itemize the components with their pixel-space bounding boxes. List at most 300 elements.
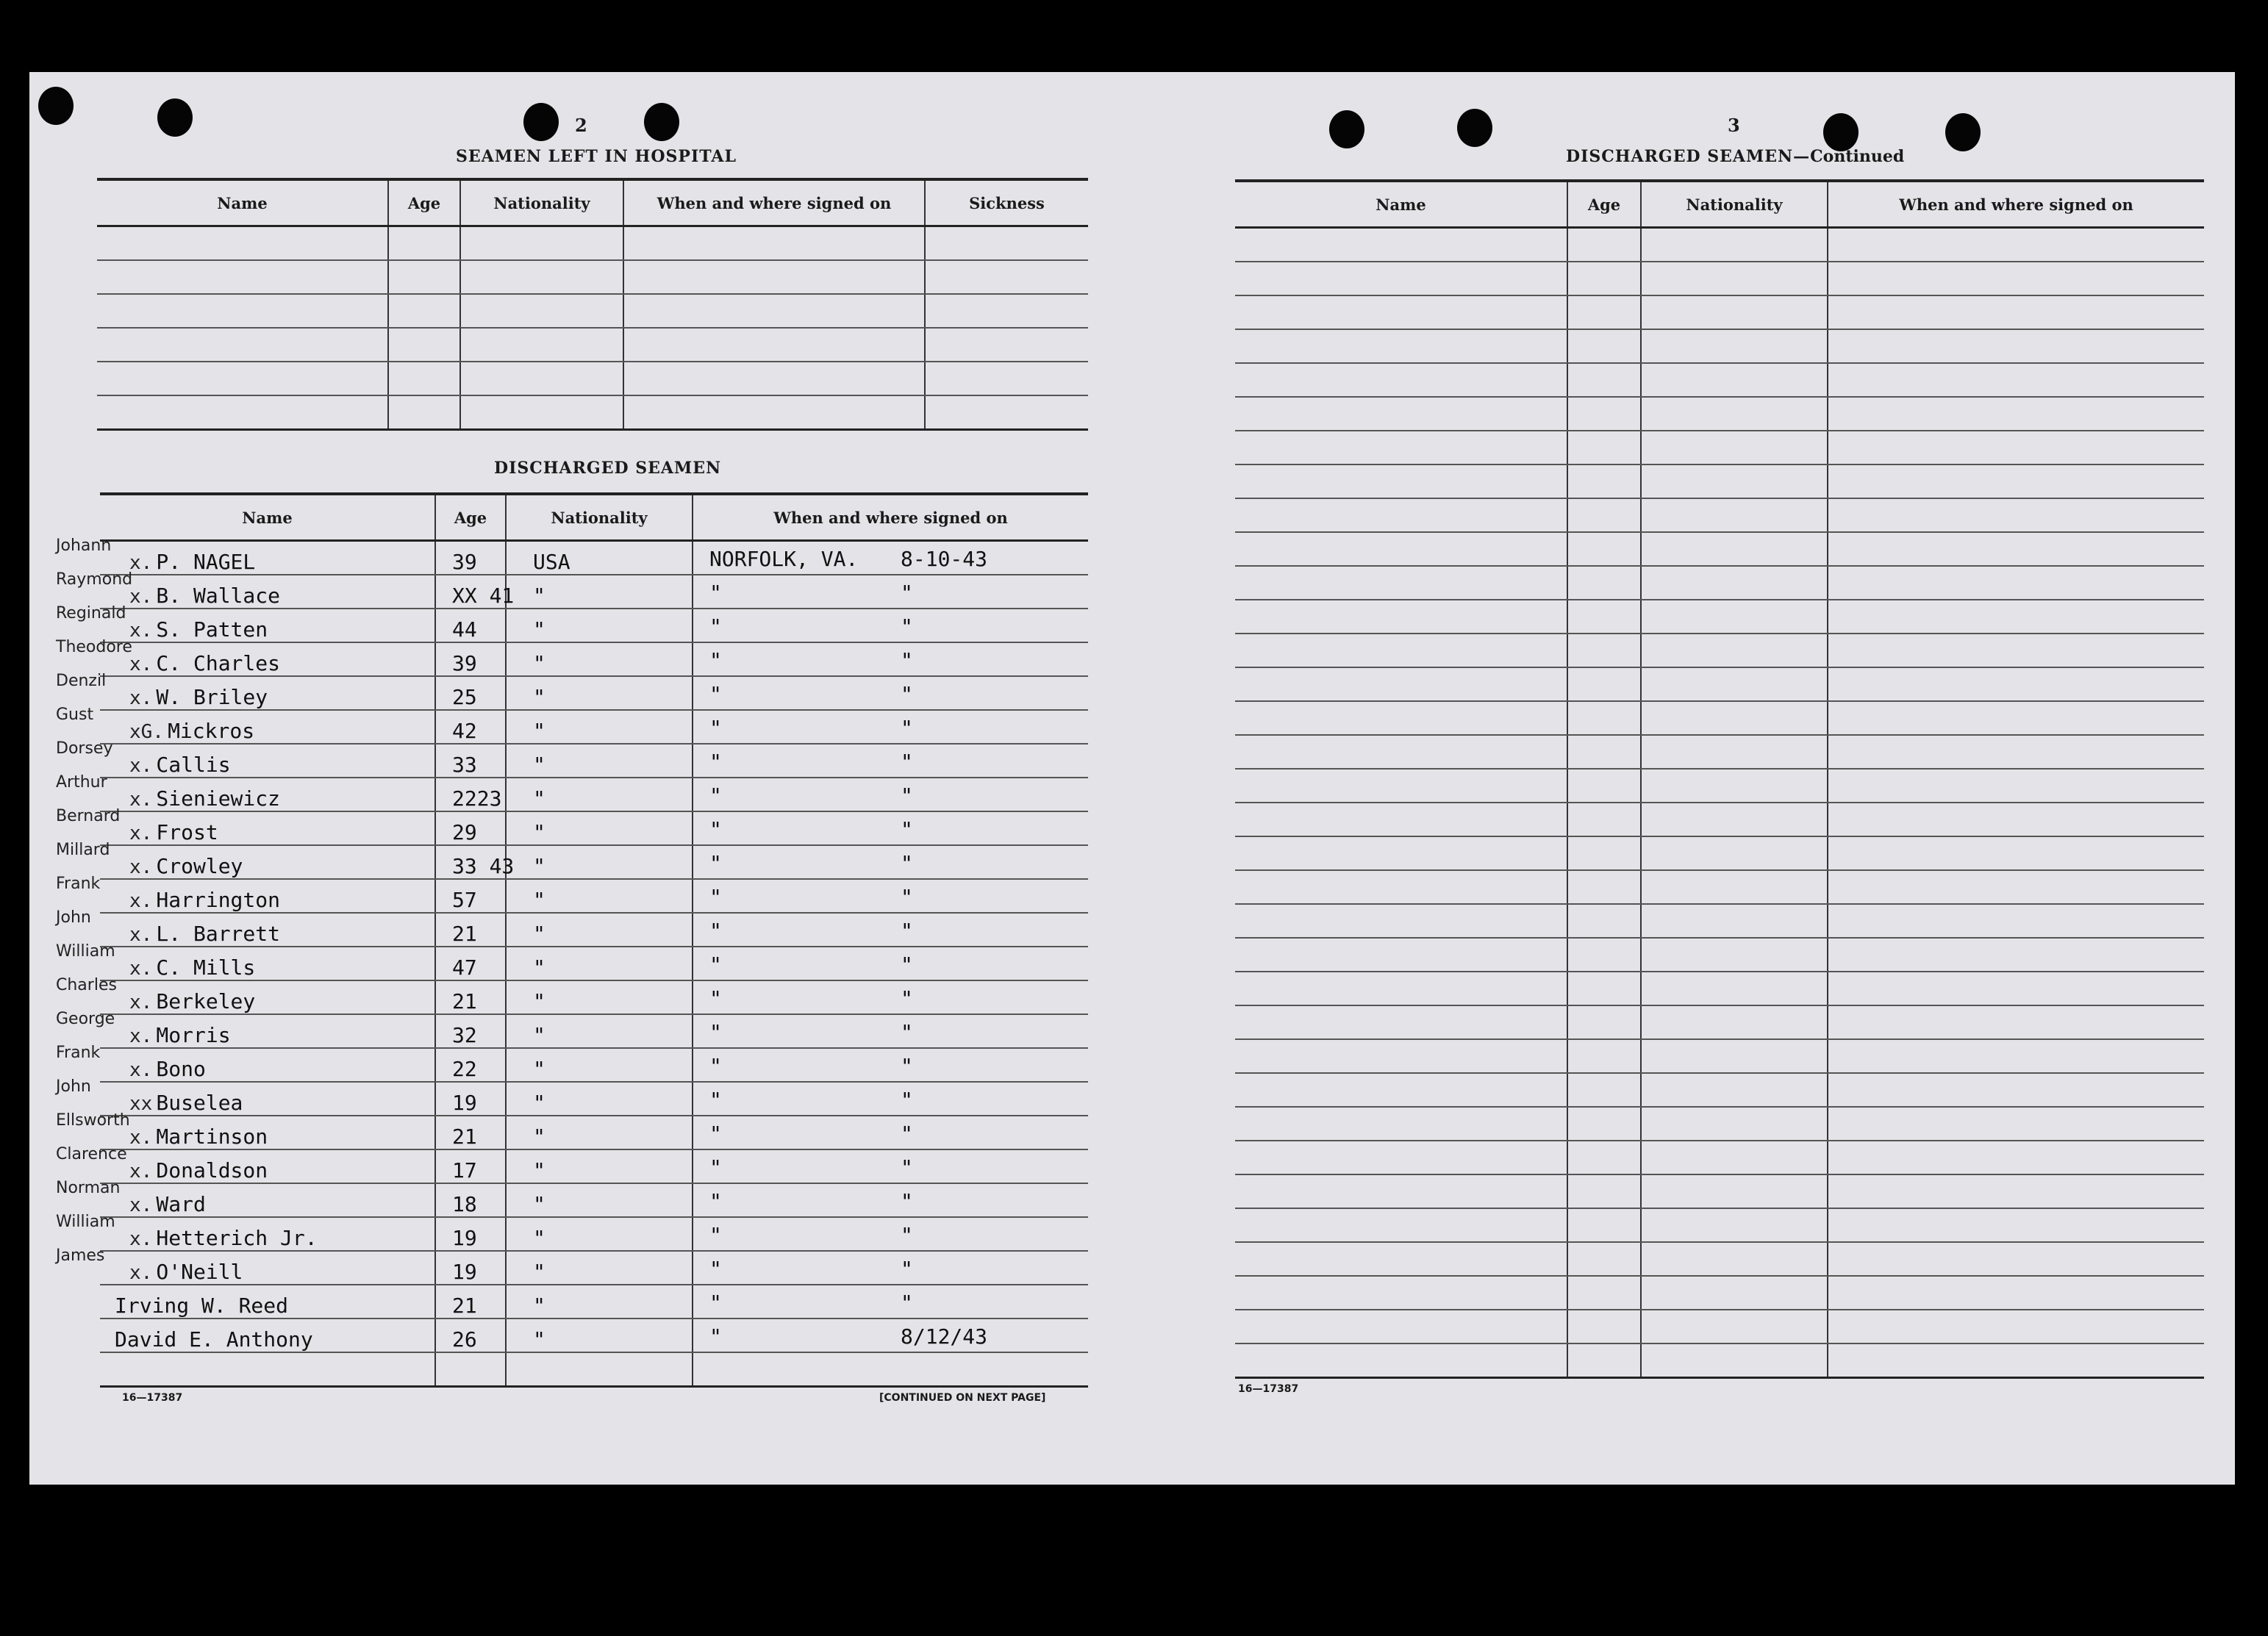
- signed-on-date: ": [901, 817, 913, 842]
- blank-cell: [1567, 464, 1641, 498]
- form-number: 16—17387: [1238, 1383, 1299, 1395]
- blank-cell: [1567, 634, 1641, 667]
- blank-cell: [1828, 634, 2204, 667]
- seaman-age-cell: [435, 642, 506, 676]
- seaman-age: 19: [452, 1226, 477, 1250]
- blank-cell: [388, 260, 460, 294]
- seaman-age-cell: [435, 1285, 506, 1319]
- struck-initial: xG.: [129, 721, 164, 743]
- seaman-age: 33 43: [452, 854, 515, 878]
- seaman-nationality-cell: [506, 710, 693, 744]
- blank-row: [100, 1352, 1088, 1387]
- table-row: [100, 710, 1088, 744]
- signed-on-cell: [693, 1251, 1088, 1285]
- signed-on-cell: [693, 541, 1088, 575]
- seaman-age: 21: [452, 1124, 477, 1149]
- signed-on-date: ": [901, 783, 913, 808]
- column-header-age: Age: [388, 179, 460, 226]
- signed-on-date: ": [901, 581, 913, 605]
- seaman-nationality-cell: [506, 913, 693, 947]
- signed-on-cell: [693, 1014, 1088, 1048]
- seaman-name-cell: [100, 1285, 435, 1319]
- struck-initial: x.: [129, 755, 153, 777]
- signed-on-date: 8/12/43: [901, 1324, 988, 1349]
- blank-cell: [1828, 1343, 2204, 1378]
- seaman-age-cell: [435, 676, 506, 710]
- handwritten-first-name: Dorsey: [56, 739, 113, 758]
- table-row: [100, 811, 1088, 845]
- seaman-name-cell: [56, 672, 435, 710]
- signed-on-cell: [693, 1082, 1088, 1116]
- blank-cell: [1235, 363, 1567, 397]
- blank-row: [1235, 1039, 2204, 1073]
- blank-cell: [460, 395, 623, 430]
- signed-on-place: ": [709, 1155, 722, 1180]
- seaman-age-cell: [435, 1149, 506, 1183]
- signed-on-place: ": [709, 581, 722, 605]
- blank-cell: [1641, 667, 1828, 701]
- blank-cell: [460, 328, 623, 362]
- seaman-nationality-cell: [506, 1082, 693, 1116]
- signed-on-place: ": [709, 682, 722, 706]
- blank-cell: [623, 362, 925, 395]
- signed-on-cell: [693, 913, 1088, 947]
- seaman-name-cell: [56, 1213, 435, 1251]
- seaman-nationality: ": [533, 617, 545, 642]
- seaman-age-cell: [435, 1319, 506, 1352]
- blank-cell: [1828, 938, 2204, 972]
- seaman-nationality-cell: [506, 1048, 693, 1082]
- signed-on-place: ": [709, 1122, 722, 1146]
- seaman-nationality: ": [533, 888, 545, 912]
- seaman-name-cell: [56, 1111, 435, 1149]
- blank-cell: [1641, 498, 1828, 532]
- blank-cell: [1567, 1039, 1641, 1073]
- seaman-nationality-cell: [506, 879, 693, 913]
- seaman-age: 32: [452, 1023, 477, 1047]
- signed-on-place: NORFOLK, VA.: [709, 547, 859, 571]
- blank-cell: [1567, 904, 1641, 938]
- blank-cell: [1641, 769, 1828, 803]
- blank-row: [1235, 295, 2204, 329]
- blank-row: [1235, 1073, 2204, 1107]
- seaman-age: 39: [452, 651, 477, 675]
- seaman-nationality-cell: [506, 642, 693, 676]
- blank-cell: [1235, 329, 1567, 363]
- seaman-name-cell: [56, 638, 435, 676]
- blank-cell: [1235, 228, 1567, 262]
- blank-cell: [1235, 600, 1567, 634]
- signed-on-date: ": [901, 1257, 913, 1281]
- blank-cell: [1567, 701, 1641, 735]
- blank-cell: [388, 294, 460, 328]
- title-main: DISCHARGED SEAMEN—: [1566, 147, 1811, 166]
- blank-row: [1235, 701, 2204, 735]
- seaman-age-cell: [435, 778, 506, 811]
- blank-cell: [1641, 532, 1828, 566]
- seaman-name-cell: [56, 537, 435, 575]
- blank-cell: [1567, 1310, 1641, 1343]
- blank-cell: [1828, 1208, 2204, 1242]
- column-header-name: Name: [1235, 181, 1567, 228]
- seaman-age-cell: [435, 1048, 506, 1082]
- handwritten-first-name: George: [56, 1010, 115, 1028]
- signed-on-date: ": [901, 1223, 913, 1247]
- handwritten-first-name: Frank: [56, 1044, 101, 1062]
- blank-cell: [1235, 1107, 1567, 1141]
- seaman-nationality-cell: [506, 1183, 693, 1217]
- blank-cell: [1641, 431, 1828, 464]
- seaman-age: 44: [452, 617, 477, 642]
- table-row: [100, 1116, 1088, 1149]
- blank-cell: [1828, 870, 2204, 904]
- blank-cell: [1567, 938, 1641, 972]
- table-row: [100, 1217, 1088, 1251]
- blank-cell: [1828, 397, 2204, 431]
- table-row: [100, 980, 1088, 1014]
- seaman-surname: Sieniewicz: [156, 786, 280, 811]
- seaman-age: 47: [452, 955, 477, 980]
- handwritten-first-name: Ellsworth: [56, 1111, 130, 1130]
- blank-cell: [1567, 1174, 1641, 1208]
- page-title: [1566, 147, 1904, 166]
- blank-cell: [388, 328, 460, 362]
- seaman-nationality: ": [533, 854, 545, 878]
- seaman-nationality: ": [533, 685, 545, 709]
- blank-cell: [623, 260, 925, 294]
- hospital-table: [97, 178, 1088, 431]
- blank-cell: [1567, 600, 1641, 634]
- struck-initial: x.: [129, 687, 153, 709]
- seaman-name-cell: [56, 942, 435, 980]
- blank-cell: [925, 294, 1088, 328]
- seaman-age: 25: [452, 685, 477, 709]
- blank-cell: [1828, 1276, 2204, 1310]
- signed-on-date: ": [901, 1155, 913, 1180]
- handwritten-first-name: Norman: [56, 1179, 121, 1197]
- seaman-nationality: ": [533, 1192, 545, 1216]
- signed-on-date: ": [901, 716, 913, 740]
- seaman-nationality-cell: [506, 1014, 693, 1048]
- struck-initial: x.: [129, 620, 153, 642]
- signed-on-date: ": [901, 682, 913, 706]
- blank-cell: [1828, 498, 2204, 532]
- seaman-surname: Harrington: [156, 888, 280, 912]
- blank-cell: [388, 395, 460, 430]
- blank-cell: [1567, 262, 1641, 295]
- seaman-surname: C. Mills: [156, 955, 256, 980]
- blank-row: [97, 328, 1088, 362]
- blank-cell: [460, 226, 623, 261]
- seaman-name-cell: [56, 1044, 435, 1082]
- handwritten-first-name: John: [56, 908, 91, 927]
- seaman-age-cell: [435, 811, 506, 845]
- blank-row: [1235, 1276, 2204, 1310]
- blank-cell: [1235, 1039, 1567, 1073]
- blank-cell: [1235, 1208, 1567, 1242]
- blank-cell: [1641, 600, 1828, 634]
- seaman-name-cell: [56, 773, 435, 811]
- blank-cell: [1641, 972, 1828, 1005]
- handwritten-first-name: James: [56, 1246, 105, 1265]
- signed-on-place: ": [709, 1257, 722, 1281]
- blank-row: [1235, 803, 2204, 836]
- signed-on-place: ": [709, 716, 722, 740]
- handwritten-first-name: Johann: [56, 537, 112, 555]
- seaman-surname: Bono: [156, 1057, 206, 1081]
- blank-row: [1235, 1310, 2204, 1343]
- blank-cell: [1828, 701, 2204, 735]
- struck-initial: x.: [129, 1127, 153, 1149]
- signed-on-cell: [693, 575, 1088, 609]
- seaman-age: 57: [452, 888, 477, 912]
- seaman-nationality: ": [533, 1226, 545, 1250]
- blank-cell: [1235, 1073, 1567, 1107]
- seaman-name-cell: [56, 1010, 435, 1048]
- blank-cell: [97, 294, 388, 328]
- blank-cell: [1828, 566, 2204, 600]
- blank-cell: [97, 226, 388, 261]
- blank-cell: [1567, 1343, 1641, 1378]
- blank-cell: [1235, 262, 1567, 295]
- handwritten-first-name: Millard: [56, 841, 110, 859]
- blank-cell: [1567, 329, 1641, 363]
- struck-initial: x.: [129, 1228, 153, 1250]
- seaman-nationality: ": [533, 753, 545, 777]
- blank-cell: [1641, 634, 1828, 667]
- continued-table-body: [1235, 228, 2204, 1378]
- signed-on-date: ": [901, 952, 913, 977]
- signed-on-place: ": [709, 1054, 722, 1078]
- blank-cell: [1235, 498, 1567, 532]
- seaman-surname: Morris: [156, 1023, 231, 1047]
- seaman-nationality: ": [533, 786, 545, 811]
- blank-cell: [1641, 1310, 1828, 1343]
- blank-cell: [1828, 667, 2204, 701]
- handwritten-first-name: Charles: [56, 976, 117, 994]
- blank-row: [1235, 228, 2204, 262]
- blank-cell: [1567, 1141, 1641, 1174]
- signed-on-date: ": [901, 1020, 913, 1044]
- seaman-name-cell: [56, 1077, 435, 1116]
- seaman-age: 22: [452, 1057, 477, 1081]
- blank-cell: [1567, 1005, 1641, 1039]
- blank-cell: [623, 328, 925, 362]
- signed-on-cell: [693, 879, 1088, 913]
- seaman-name-cell: [56, 908, 435, 947]
- blank-cell: [1235, 532, 1567, 566]
- handwritten-first-name: Denzil: [56, 672, 107, 690]
- column-header-nationality: Nationality: [1641, 181, 1828, 228]
- signed-on-place: ": [709, 750, 722, 774]
- blank-cell: [1641, 1107, 1828, 1141]
- blank-cell: [1641, 228, 1828, 262]
- struck-initial: x.: [129, 552, 153, 574]
- blank-row: [1235, 1174, 2204, 1208]
- signed-on-date: ": [901, 1291, 913, 1315]
- blank-cell: [460, 362, 623, 395]
- seaman-age: 18: [452, 1192, 477, 1216]
- signed-on-cell: [693, 811, 1088, 845]
- seaman-nationality: ": [533, 1294, 545, 1318]
- signed-on-cell: [693, 1217, 1088, 1251]
- blank-cell: [1567, 667, 1641, 701]
- signed-on-date: ": [901, 885, 913, 909]
- blank-cell: [1567, 295, 1641, 329]
- blank-cell: [1567, 972, 1641, 1005]
- signed-on-cell: [693, 676, 1088, 710]
- struck-initial: x.: [129, 1194, 153, 1216]
- signed-on-place: ": [709, 614, 722, 639]
- blank-cell: [623, 294, 925, 328]
- seaman-age: 2223: [452, 786, 502, 811]
- blank-cell: [97, 328, 388, 362]
- signed-on-place: ": [709, 885, 722, 909]
- blank-cell: [1235, 1141, 1567, 1174]
- seaman-name-cell: [56, 604, 435, 642]
- table-row: [100, 1183, 1088, 1217]
- blank-row: [1235, 532, 2204, 566]
- table-row: [100, 845, 1088, 879]
- signed-on-place: ": [709, 952, 722, 977]
- blank-cell: [693, 1352, 1088, 1387]
- seaman-surname: O'Neill: [156, 1260, 243, 1284]
- blank-cell: [1235, 1174, 1567, 1208]
- struck-initial: x.: [129, 1059, 153, 1081]
- seaman-age-cell: [435, 1116, 506, 1149]
- blank-cell: [435, 1352, 506, 1387]
- signed-on-place: ": [709, 648, 722, 672]
- blank-cell: [1235, 295, 1567, 329]
- document-sheet: [29, 72, 2235, 1485]
- blank-cell: [1641, 1073, 1828, 1107]
- blank-row: [1235, 1005, 2204, 1039]
- seaman-age: XX 41: [452, 584, 515, 608]
- signed-on-cell: [693, 744, 1088, 778]
- signed-on-cell: [693, 1116, 1088, 1149]
- seaman-age: 33: [452, 753, 477, 777]
- struck-initial: x.: [129, 958, 153, 980]
- seaman-surname: L. Barrett: [156, 922, 280, 946]
- blank-row: [97, 294, 1088, 328]
- table-row: [100, 913, 1088, 947]
- signed-on-cell: [693, 845, 1088, 879]
- blank-cell: [1235, 836, 1567, 870]
- struck-initial: xx: [129, 1093, 153, 1115]
- seaman-nationality-cell: [506, 676, 693, 710]
- seaman-nationality-cell: [506, 575, 693, 609]
- signed-on-place: ": [709, 851, 722, 875]
- blank-cell: [1828, 1310, 2204, 1343]
- signed-on-cell: [693, 1149, 1088, 1183]
- seaman-nationality: ": [533, 1124, 545, 1149]
- seaman-nationality-cell: [506, 1319, 693, 1352]
- blank-cell: [1235, 1343, 1567, 1378]
- blank-cell: [1641, 464, 1828, 498]
- blank-cell: [506, 1352, 693, 1387]
- blank-cell: [1235, 803, 1567, 836]
- blank-cell: [97, 395, 388, 430]
- seaman-surname: Martinson: [156, 1124, 268, 1149]
- seaman-name-cell: [56, 706, 435, 744]
- struck-initial: x.: [129, 890, 153, 912]
- blank-cell: [1828, 1073, 2204, 1107]
- blank-cell: [1567, 397, 1641, 431]
- blank-row: [1235, 904, 2204, 938]
- blank-cell: [1235, 634, 1567, 667]
- seaman-nationality: ": [533, 955, 545, 980]
- table-row: [100, 1285, 1088, 1319]
- blank-cell: [925, 226, 1088, 261]
- seaman-age-cell: [435, 947, 506, 980]
- signed-on-date: ": [901, 1054, 913, 1078]
- table-row: [100, 676, 1088, 710]
- seaman-nationality-cell: [506, 744, 693, 778]
- seaman-age: 21: [452, 922, 477, 946]
- seaman-surname: Crowley: [156, 854, 243, 878]
- blank-cell: [1235, 431, 1567, 464]
- column-header-nationality: Nationality: [506, 494, 693, 541]
- handwritten-first-name: William: [56, 942, 115, 961]
- seaman-nationality: ": [533, 922, 545, 946]
- seaman-nationality: ": [533, 989, 545, 1013]
- seaman-surname: B. Wallace: [156, 584, 280, 608]
- blank-cell: [1235, 701, 1567, 735]
- signed-on-date: ": [901, 919, 913, 943]
- form-number: 16—17387: [122, 1392, 183, 1404]
- handwritten-first-name: Gust: [56, 706, 94, 724]
- blank-cell: [1235, 566, 1567, 600]
- continued-note: [CONTINUED ON NEXT PAGE]: [879, 1392, 1046, 1404]
- seaman-name-cell: [56, 570, 435, 609]
- discharged-section-title: DISCHARGED SEAMEN: [494, 459, 722, 478]
- column-header-sickness: Sickness: [925, 179, 1088, 226]
- blank-row: [1235, 431, 2204, 464]
- handwritten-first-name: Theodore: [56, 638, 132, 656]
- seaman-age-cell: [435, 913, 506, 947]
- column-header-signed-on: When and where signed on: [693, 494, 1088, 541]
- blank-cell: [1828, 1005, 2204, 1039]
- blank-cell: [925, 328, 1088, 362]
- blank-cell: [1641, 1039, 1828, 1073]
- seaman-age: 19: [452, 1091, 477, 1115]
- seaman-age: 39: [452, 550, 477, 574]
- discharged-table: [56, 492, 1088, 1388]
- seaman-nationality-cell: [506, 980, 693, 1014]
- blank-cell: [1567, 228, 1641, 262]
- handwritten-first-name: Bernard: [56, 807, 121, 825]
- seaman-name-cell: [56, 875, 435, 913]
- signed-on-date: ": [901, 986, 913, 1011]
- struck-initial: x.: [129, 822, 153, 844]
- blank-cell: [1641, 1005, 1828, 1039]
- blank-cell: [1567, 363, 1641, 397]
- blank-cell: [1641, 566, 1828, 600]
- blank-row: [1235, 262, 2204, 295]
- blank-cell: [1828, 363, 2204, 397]
- seaman-nationality-cell: [506, 778, 693, 811]
- blank-cell: [1641, 904, 1828, 938]
- blank-cell: [1641, 329, 1828, 363]
- signed-on-cell: [693, 1285, 1088, 1319]
- blank-cell: [460, 260, 623, 294]
- column-header-signed-on: When and where signed on: [1828, 181, 2204, 228]
- seaman-surname: Callis: [156, 753, 231, 777]
- blank-row: [1235, 1242, 2204, 1276]
- seaman-nationality: ": [533, 1260, 545, 1284]
- seaman-nationality: ": [533, 1091, 545, 1115]
- blank-cell: [1828, 1107, 2204, 1141]
